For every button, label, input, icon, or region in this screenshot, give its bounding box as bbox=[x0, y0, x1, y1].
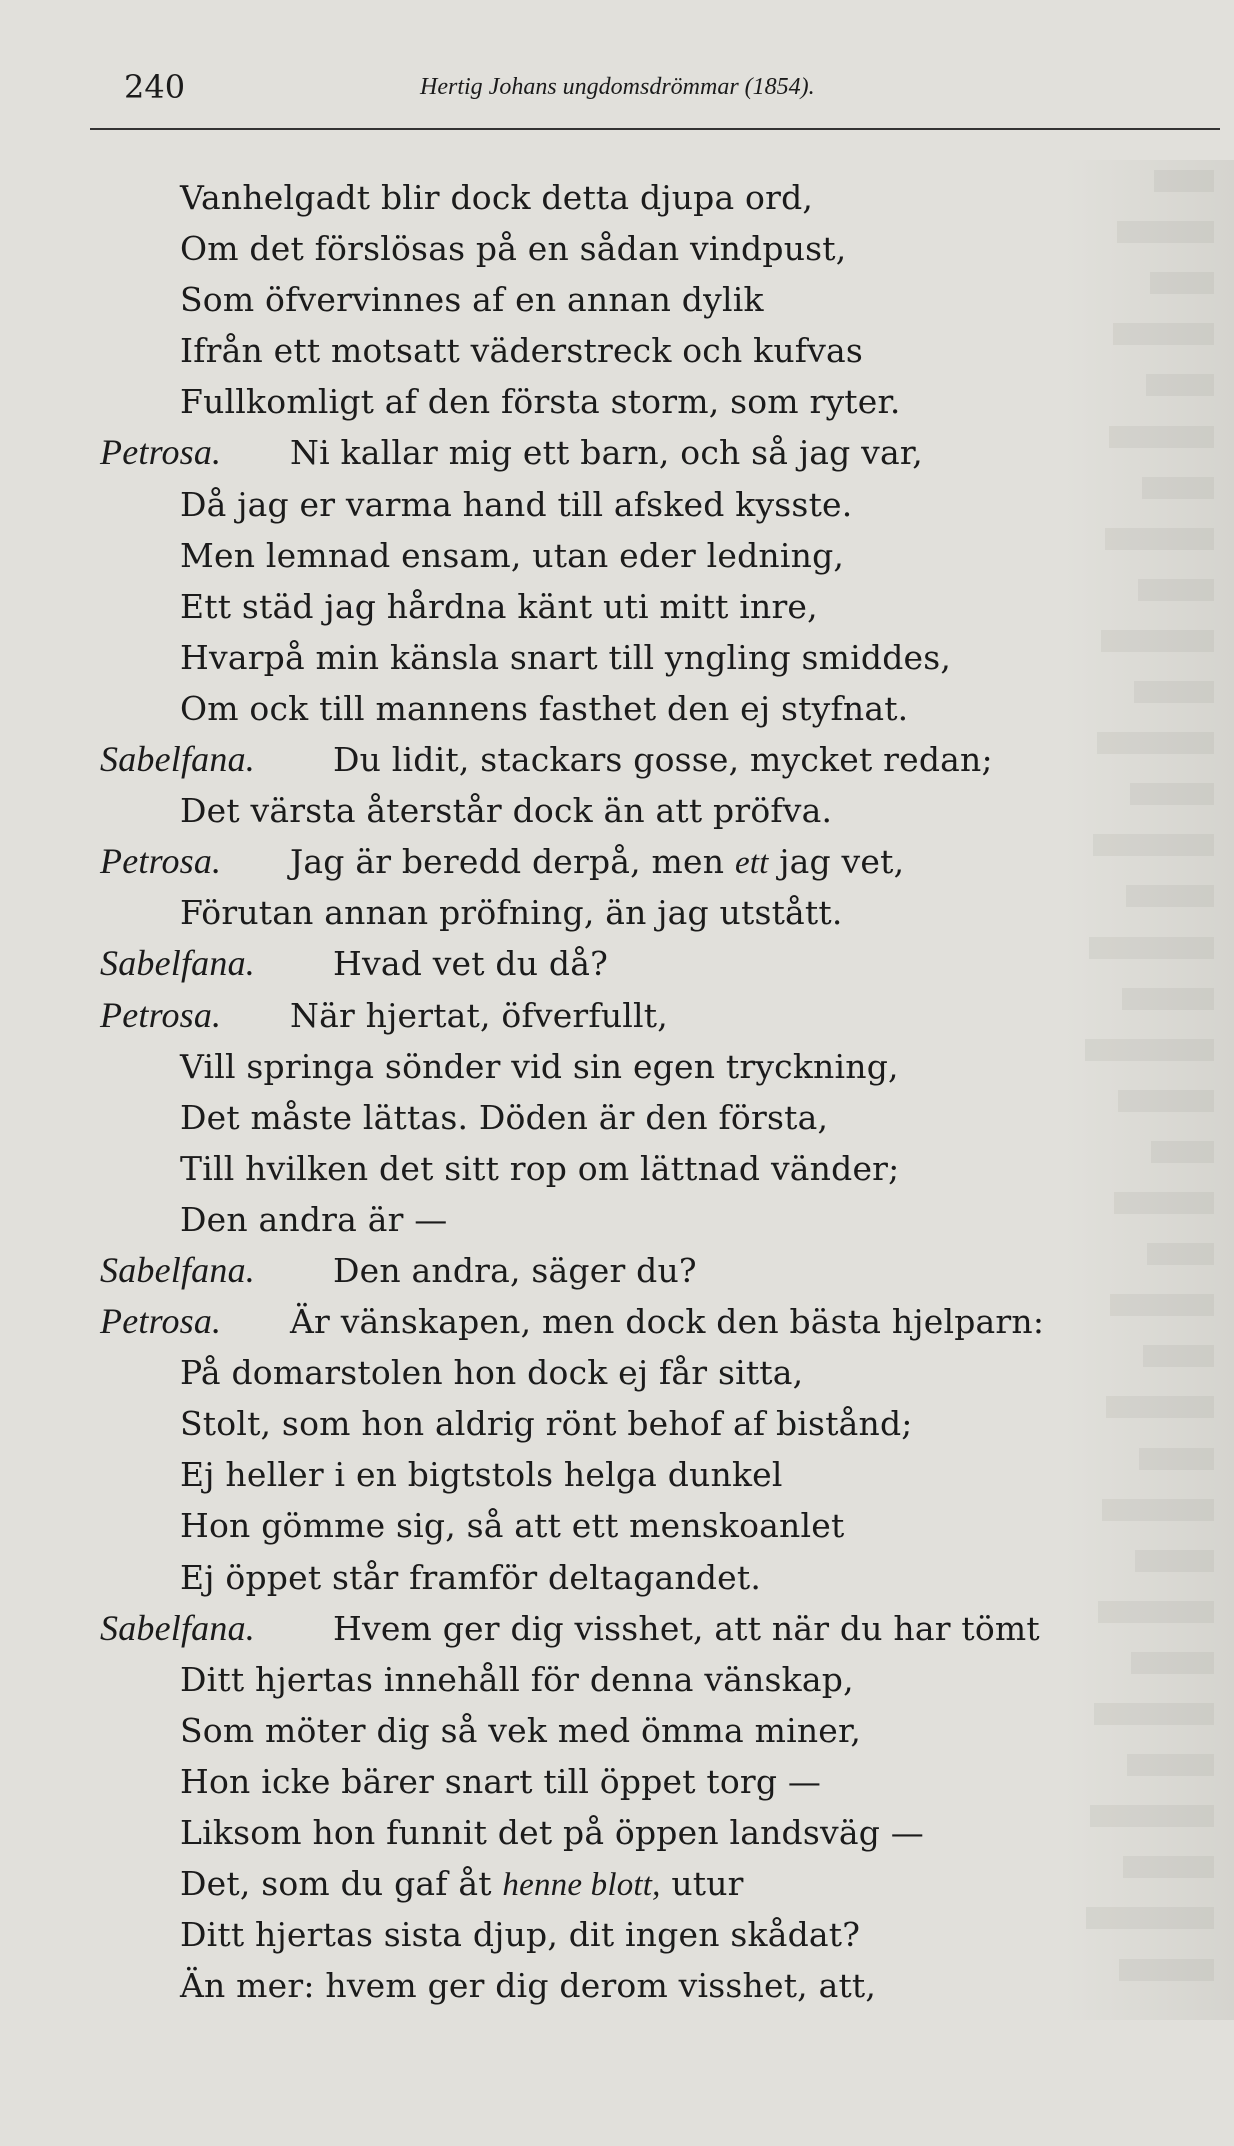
running-head: Hertig Johans ungdomsdrömmar (1854). bbox=[420, 74, 815, 100]
verse-line bbox=[0, 1654, 1234, 1705]
verse-line bbox=[0, 1398, 1234, 1449]
bleed-mark bbox=[1086, 1907, 1214, 1929]
verse-line bbox=[0, 1960, 1234, 2011]
verse-segment: Jag är beredd derpå, men bbox=[290, 842, 735, 882]
verse-segment: jag vet, bbox=[768, 842, 905, 882]
verse-line bbox=[0, 1552, 1234, 1603]
verse-text-line: Ditt hjertas sista djup, dit ingen skådat? bbox=[180, 1915, 861, 1955]
page-number: 240 bbox=[124, 68, 186, 106]
verse-text-line: Än mer: hvem ger dig derom visshet, att, bbox=[180, 1966, 877, 2006]
bleed-mark bbox=[1109, 426, 1214, 448]
verse-line bbox=[0, 581, 1234, 632]
verse-text-line: Hon icke bärer snart till öppet torg — bbox=[180, 1761, 822, 1801]
verse-text-line: Som möter dig så vek med ömma miner, bbox=[180, 1710, 862, 1750]
verse-text-line: Är vänskapen, men dock den bästa hjelparn: bbox=[290, 1302, 1045, 1342]
bleed-mark bbox=[1122, 988, 1214, 1010]
verse-text-line: Ni kallar mig ett barn, och så jag var, bbox=[290, 433, 923, 473]
verse-text-line: Ej heller i en bigtstols helga dunkel bbox=[180, 1455, 783, 1495]
bleed-mark bbox=[1138, 579, 1214, 601]
facing-page-bleed bbox=[1064, 160, 1234, 2020]
bleed-mark bbox=[1119, 1959, 1214, 1981]
verse-line bbox=[0, 887, 1234, 938]
bleed-mark bbox=[1123, 1856, 1214, 1878]
bleed-mark bbox=[1113, 323, 1214, 345]
verse-line bbox=[0, 632, 1234, 683]
verse-text-line: Ditt hjertas innehåll för denna vänskap, bbox=[180, 1659, 854, 1699]
verse-text bbox=[0, 172, 1234, 2011]
bleed-mark bbox=[1102, 1499, 1214, 1521]
speaker-name: Petrosa. bbox=[100, 432, 222, 473]
verse-text-line: Men lemnad ensam, utan eder ledning, bbox=[180, 535, 845, 575]
verse-text-line: På domarstolen hon dock ej får sitta, bbox=[180, 1353, 804, 1393]
verse-line bbox=[0, 1092, 1234, 1143]
bleed-mark bbox=[1105, 528, 1214, 550]
bleed-mark bbox=[1134, 681, 1214, 703]
verse-text-line: Ifrån ett motsatt väderstreck och kufvas bbox=[180, 331, 864, 371]
verse-text-line: Då jag er varma hand till afsked kysste. bbox=[180, 484, 853, 524]
verse-line bbox=[0, 1449, 1234, 1500]
verse-line bbox=[0, 785, 1234, 836]
verse-line bbox=[0, 1500, 1234, 1551]
verse-line bbox=[0, 479, 1234, 530]
verse-text-line: Hvem ger dig visshet, att när du har tömt bbox=[333, 1608, 1040, 1648]
verse-text-line: Den andra är — bbox=[180, 1199, 448, 1239]
bleed-mark bbox=[1101, 630, 1214, 652]
verse-segment: utur bbox=[660, 1864, 744, 1904]
bleed-mark bbox=[1142, 477, 1214, 499]
speaker-name: Sabelfana. bbox=[100, 1607, 255, 1648]
speaker-name: Sabelfana. bbox=[100, 1249, 255, 1290]
verse-text-line: Som öfvervinnes af en annan dylik bbox=[180, 280, 764, 320]
verse-text-line: Hvad vet du då? bbox=[333, 944, 608, 984]
verse-text-line: Hon gömme sig, så att ett menskoanlet bbox=[180, 1506, 845, 1546]
verse-line bbox=[0, 1756, 1234, 1807]
bleed-mark bbox=[1146, 374, 1214, 396]
verse-text-line: Den andra, säger du? bbox=[333, 1250, 697, 1290]
verse-line bbox=[0, 1296, 1234, 1347]
verse-line bbox=[0, 325, 1234, 376]
verse-text-line: Hvarpå min känsla snart till yngling smiddes, bbox=[180, 637, 952, 677]
verse-text-line: Till hvilken det sitt rop om lättnad vänder; bbox=[180, 1148, 900, 1188]
verse-text-line: Vanhelgadt blir dock detta djupa ord, bbox=[180, 178, 814, 217]
bleed-mark bbox=[1127, 1754, 1214, 1776]
verse-line bbox=[0, 1603, 1234, 1654]
verse-text-line: Du lidit, stackars gosse, mycket redan; bbox=[333, 740, 993, 780]
bleed-mark bbox=[1151, 1141, 1214, 1163]
verse-line bbox=[0, 172, 1234, 223]
verse-line bbox=[0, 990, 1234, 1041]
verse-line bbox=[0, 938, 1234, 989]
verse-line bbox=[0, 223, 1234, 274]
verse-text-line bbox=[180, 1858, 744, 1911]
bleed-mark bbox=[1090, 1805, 1214, 1827]
verse-line bbox=[0, 1705, 1234, 1756]
verse-line bbox=[0, 1143, 1234, 1194]
bleed-mark bbox=[1114, 1192, 1214, 1214]
header-rule bbox=[90, 128, 1220, 130]
verse-line bbox=[0, 530, 1234, 581]
bleed-mark bbox=[1089, 937, 1214, 959]
verse-text-line: Det måste lättas. Döden är den första, bbox=[180, 1097, 829, 1137]
verse-text-line: Ett städ jag hårdna känt uti mitt inre, bbox=[180, 586, 818, 626]
verse-line bbox=[0, 1858, 1234, 1909]
verse-line bbox=[0, 376, 1234, 427]
verse-line bbox=[0, 427, 1234, 478]
verse-line bbox=[0, 683, 1234, 734]
bleed-mark bbox=[1110, 1294, 1214, 1316]
speaker-name: Petrosa. bbox=[100, 994, 222, 1035]
verse-text-line bbox=[290, 836, 904, 889]
verse-line bbox=[0, 1041, 1234, 1092]
bleed-mark bbox=[1117, 221, 1214, 243]
verse-text-line: Det värsta återstår dock än att pröfva. bbox=[180, 791, 833, 831]
bleed-mark bbox=[1094, 1703, 1214, 1725]
bleed-mark bbox=[1131, 1652, 1214, 1674]
speaker-name: Petrosa. bbox=[100, 841, 222, 882]
emphasized-word: ett bbox=[734, 845, 769, 882]
verse-line bbox=[0, 1194, 1234, 1245]
verse-text-line: Om ock till mannens fasthet den ej styfnat. bbox=[180, 688, 909, 728]
verse-text-line: Förutan annan pröfning, än jag utstått. bbox=[180, 893, 843, 933]
verse-line bbox=[0, 1807, 1234, 1858]
speaker-name: Sabelfana. bbox=[100, 739, 255, 780]
verse-line bbox=[0, 1245, 1234, 1296]
bleed-mark bbox=[1106, 1396, 1214, 1418]
verse-line bbox=[0, 1347, 1234, 1398]
verse-text-line: Liksom hon funnit det på öppen landsväg — bbox=[180, 1813, 924, 1852]
bleed-mark bbox=[1097, 732, 1214, 754]
bleed-mark bbox=[1130, 783, 1214, 805]
speaker-name: Sabelfana. bbox=[100, 943, 255, 984]
bleed-mark bbox=[1126, 885, 1214, 907]
verse-text-line: Vill springa sönder vid sin egen tryckning, bbox=[180, 1046, 899, 1086]
bleed-mark bbox=[1093, 834, 1214, 856]
bleed-mark bbox=[1150, 272, 1214, 294]
speaker-name: Petrosa. bbox=[100, 1301, 222, 1342]
verse-line bbox=[0, 836, 1234, 887]
bleed-mark bbox=[1135, 1550, 1214, 1572]
bleed-mark bbox=[1085, 1039, 1214, 1061]
emphasized-word: henne blott, bbox=[502, 1867, 661, 1904]
verse-line bbox=[0, 1909, 1234, 1960]
verse-line bbox=[0, 274, 1234, 325]
verse-text-line: Ej öppet står framför deltagandet. bbox=[180, 1557, 762, 1597]
bleed-mark bbox=[1118, 1090, 1214, 1112]
verse-segment: Det, som du gaf åt bbox=[180, 1864, 503, 1904]
verse-line bbox=[0, 734, 1234, 785]
bleed-mark bbox=[1154, 170, 1214, 192]
page-header bbox=[0, 68, 1234, 108]
verse-text-line: När hjertat, öfverfullt, bbox=[290, 995, 668, 1035]
bleed-mark bbox=[1098, 1601, 1214, 1623]
verse-text-line: Om det förslösas på en sådan vindpust, bbox=[180, 229, 847, 269]
verse-text-line: Fullkomligt af den första storm, som ryter. bbox=[180, 382, 901, 422]
bleed-mark bbox=[1147, 1243, 1214, 1265]
bleed-mark bbox=[1139, 1448, 1214, 1470]
bleed-mark bbox=[1143, 1345, 1214, 1367]
verse-text-line: Stolt, som hon aldrig rönt behof af bistånd; bbox=[180, 1404, 913, 1444]
